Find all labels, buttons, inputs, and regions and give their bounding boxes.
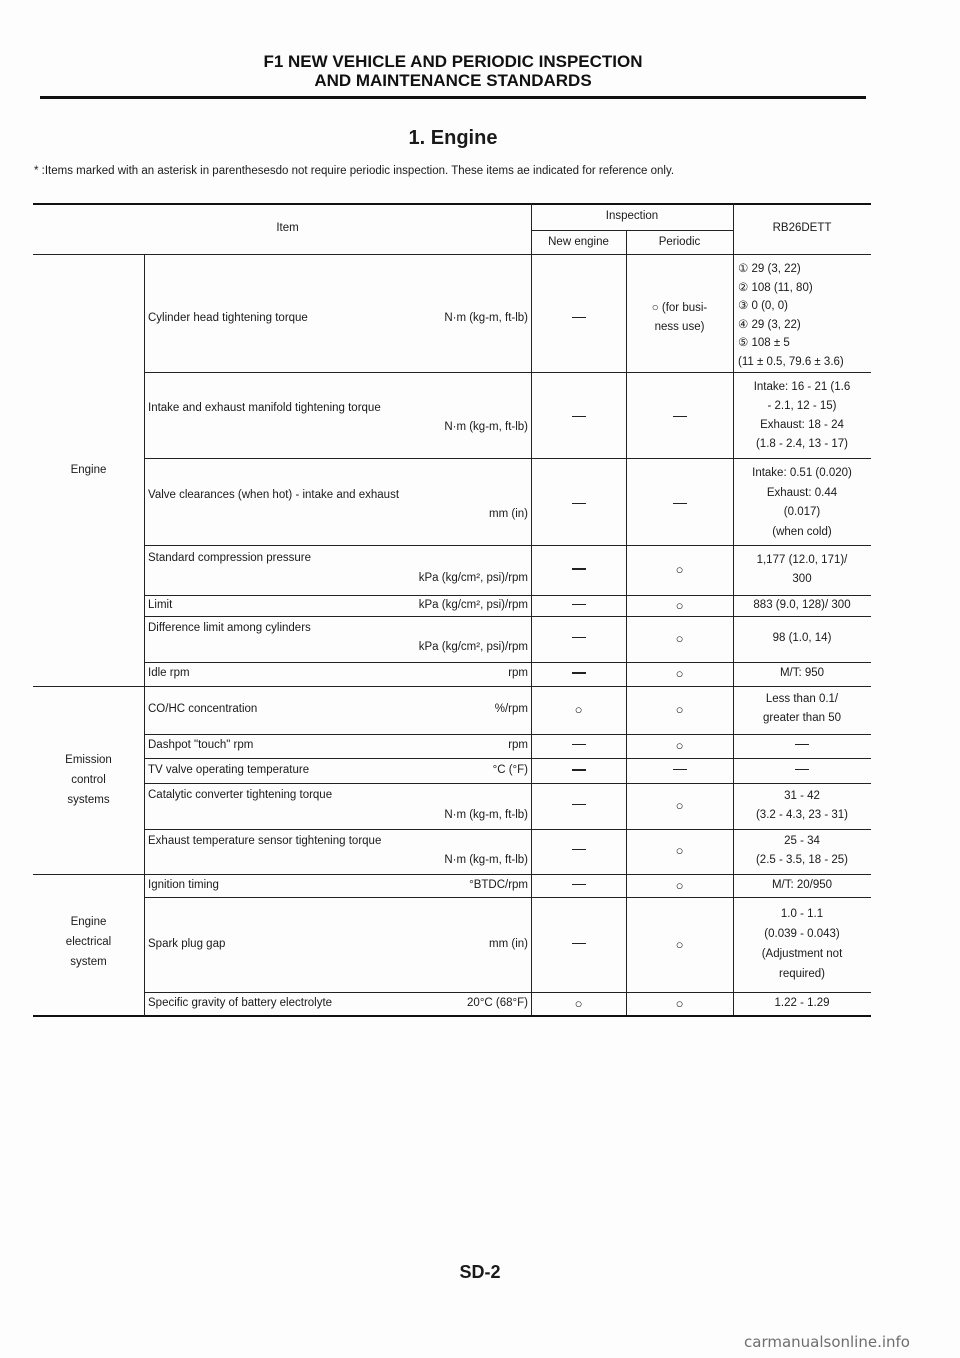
header-line-1: F1 NEW VEHICLE AND PERIODIC INSPECTION bbox=[263, 52, 643, 71]
divider bbox=[144, 458, 871, 459]
divider bbox=[144, 758, 871, 759]
table-bottom-rule bbox=[33, 1015, 871, 1017]
divider bbox=[144, 372, 871, 373]
col-header-model: RB26DETT bbox=[772, 222, 832, 234]
divider bbox=[144, 545, 871, 546]
group-electrical: Engine electrical system bbox=[65, 916, 112, 968]
asterisk-note: * :Items marked with an asterisk in parenthesesdo not require periodic inspection. These items ae indicated for reference only. bbox=[34, 165, 675, 177]
divider bbox=[144, 992, 871, 993]
page-header bbox=[40, 52, 866, 90]
section-title: 1. Engine bbox=[408, 127, 498, 149]
page-number: SD-2 bbox=[459, 1262, 501, 1282]
divider bbox=[144, 783, 871, 784]
divider bbox=[144, 829, 871, 830]
divider bbox=[144, 254, 145, 1016]
divider bbox=[144, 662, 871, 663]
divider bbox=[33, 874, 871, 875]
col-header-item: Item bbox=[276, 222, 299, 234]
watermark: carmanualsonline.info bbox=[744, 1333, 910, 1351]
group-engine: Engine bbox=[70, 464, 107, 476]
divider bbox=[33, 254, 871, 255]
divider bbox=[144, 734, 871, 735]
col-header-inspection: Inspection bbox=[605, 210, 659, 222]
divider bbox=[144, 897, 871, 898]
divider bbox=[531, 230, 733, 231]
table-top-rule bbox=[33, 203, 871, 205]
col-header-periodic: Periodic bbox=[658, 236, 701, 248]
divider bbox=[144, 616, 871, 617]
col-header-new-engine: New engine bbox=[548, 236, 609, 248]
header-rule bbox=[40, 96, 866, 99]
header-line-2: AND MAINTENANCE STANDARDS bbox=[314, 71, 592, 90]
divider bbox=[33, 686, 871, 687]
group-emission: Emission control systems bbox=[65, 754, 112, 806]
